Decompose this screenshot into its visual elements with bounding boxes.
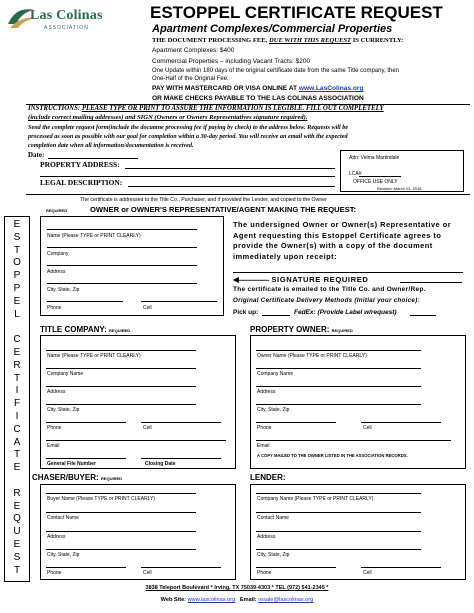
owner-copy-note: A COPY MAILED TO THE OWNER LISTED IN THE ASSOCIATION RECORDS. xyxy=(257,453,408,458)
side-title-letter: Q xyxy=(13,513,21,525)
title-phone-field[interactable] xyxy=(46,422,126,423)
owner-phone-label: Phone xyxy=(257,425,272,431)
side-title-letter xyxy=(7,475,27,488)
instructions-line-4: processed as soon as possible with our goal for completion within a 30-day period. You will receive an email with the expected xyxy=(28,133,348,140)
side-title-letter: P xyxy=(13,282,21,294)
buyer-contact-label: Contact Name xyxy=(47,515,79,521)
lender-name-label: Company Name (Please TYPE or PRINT CLEARLY) xyxy=(257,496,374,502)
title-cell-label: Cell xyxy=(143,425,152,431)
office-use-box xyxy=(340,150,464,192)
side-title-letter: S xyxy=(13,231,21,243)
office-use-only: OFFICE USE ONLY xyxy=(353,179,398,185)
owner-rep-city-label: City, State, Zip xyxy=(47,287,80,293)
title-address-label: Address xyxy=(47,389,66,395)
instructions-line-5: completion date when all information/documentation is received. xyxy=(28,142,194,149)
title-name-field[interactable] xyxy=(46,350,196,351)
buyer-city-label: City, State, Zip xyxy=(47,552,80,558)
owner-email-label: Email xyxy=(257,443,270,449)
office-lca: LCA# xyxy=(349,171,362,177)
divider xyxy=(26,194,470,195)
buyer-contact-field[interactable] xyxy=(46,512,196,513)
side-title-letter: T xyxy=(13,449,21,461)
property-owner-box xyxy=(250,335,466,469)
title-company-label: Company Name xyxy=(47,371,84,377)
title-city-label: City, State, Zip xyxy=(47,407,80,413)
side-title-letter: R xyxy=(13,487,21,499)
revised-date: Revised: March 13, 2018 xyxy=(377,186,422,191)
title-city-field[interactable] xyxy=(46,404,196,405)
side-title-letter: S xyxy=(13,551,21,563)
side-title-letter: I xyxy=(15,410,19,422)
owner-address-label: Address xyxy=(257,389,276,395)
owner-name-label: Owner Name (Please TYPE or PRINT CLEARLY) xyxy=(257,353,367,359)
side-title-letter: U xyxy=(13,526,21,538)
owner-cell-field[interactable] xyxy=(361,422,441,423)
page-title: ESTOPPEL CERTIFICATE REQUEST xyxy=(150,3,443,22)
signature-required: ◀⎯⎯⎯⎯⎯⎯⎯⎯ SIGNATURE REQUIRED xyxy=(233,275,369,284)
side-title-letter: E xyxy=(13,500,21,512)
legal-description-label: LEGAL DESCRIPTION: xyxy=(40,178,123,187)
owner-rep-city-field[interactable] xyxy=(47,283,197,284)
title-address-field[interactable] xyxy=(46,386,196,387)
owner-email-field[interactable] xyxy=(256,440,451,441)
lender-contact-field[interactable] xyxy=(256,512,421,513)
owner-city-field[interactable] xyxy=(256,404,421,405)
pay-online-line: PAY WITH MASTERCARD OR VISA ONLINE AT www.LasColinas.org xyxy=(152,85,364,92)
commercial-fee: Commercial Properties – including Vacant Tracts: $200 xyxy=(152,58,311,65)
side-title-letter: C xyxy=(13,334,21,346)
owner-company-field[interactable] xyxy=(256,368,421,369)
owner-company-label: Company Name xyxy=(257,371,294,377)
property-address-label: PROPERTY ADDRESS: xyxy=(40,160,120,169)
email-link[interactable]: resale@lascolinas.org xyxy=(258,597,314,603)
property-address-field-2[interactable] xyxy=(40,176,335,177)
owner-rep-box xyxy=(40,216,224,316)
update-line-1: One Update within 180 days of the original certificate date from the same Title company, then xyxy=(152,68,400,74)
owner-rep-title: OWNER or OWNER'S REPRESENTATIVE/AGENT MAKING THE REQUEST: xyxy=(90,205,357,214)
title-company-title: TITLE COMPANY: REQUIRED xyxy=(40,325,131,334)
side-title-letter: R xyxy=(13,359,21,371)
office-attn: Attn: Velma Martindale xyxy=(349,155,400,161)
owner-rep-name-label: Name (Please TYPE or PRINT CLEARLY) xyxy=(47,233,141,239)
lender-address-field[interactable] xyxy=(256,531,421,532)
buyer-address-field[interactable] xyxy=(46,531,196,532)
title-closing-field[interactable] xyxy=(141,458,221,459)
title-phone-label: Phone xyxy=(47,425,62,431)
lender-cell-label: Cell xyxy=(363,570,372,576)
side-title-letter: T xyxy=(13,564,21,576)
website-link[interactable]: www.lascolinas.org xyxy=(187,597,236,603)
lender-cell-field[interactable] xyxy=(361,567,441,568)
property-address-field[interactable] xyxy=(125,168,335,169)
side-title xyxy=(7,219,27,577)
owner-rep-address-field[interactable] xyxy=(47,265,197,266)
owner-rep-phone-label: Phone xyxy=(47,305,62,311)
owner-rep-address-label: Address xyxy=(47,269,66,275)
delivery-line: Original Certificate Delivery Methods (Initial your choice): xyxy=(233,297,420,304)
owner-cell-label: Cell xyxy=(363,425,372,431)
side-title-letter: E xyxy=(13,538,21,550)
side-title-letter: C xyxy=(13,423,21,435)
buyer-name-label: Buyer Name (Please TYPE or PRINT CLEARLY) xyxy=(47,496,156,502)
signature-underline xyxy=(400,282,462,283)
side-title-letter: I xyxy=(15,385,19,397)
owner-statement: The undersigned Owner or Owner(s) Representative or Agent requesting this Estoppel Certificate agrees to provide the Owner(s) with a copy of the document immediately upon receipt: xyxy=(233,220,452,261)
side-title-letter: L xyxy=(14,308,20,320)
owner-rep-cell-field[interactable] xyxy=(141,301,217,302)
lca-field[interactable] xyxy=(359,176,401,177)
side-title-letter: A xyxy=(13,436,21,448)
instructions-line-1: INSTRUCTIONS: PLEASE TYPE OR PRINT TO ASSURE THE INFORMATION IS LEGIBLE. FILL OUT COMPLETELY xyxy=(28,105,384,112)
purchaser-box xyxy=(40,484,236,580)
buyer-city-field[interactable] xyxy=(46,549,196,550)
purchaser-title: CHASER/BUYER: REQUIRED xyxy=(32,473,123,482)
side-title-letter: E xyxy=(13,346,21,358)
lender-phone-field[interactable] xyxy=(256,567,336,568)
owner-rep-cell-label: Cell xyxy=(143,305,152,311)
owner-phone-field[interactable] xyxy=(256,422,336,423)
fedex-label: FedEx: (Provide Label w/request) xyxy=(294,309,397,316)
side-title-letter: T xyxy=(13,244,21,256)
owner-rep-company-label: Company xyxy=(47,251,69,257)
page-subtitle: Apartment Complexes/Commercial Properties xyxy=(152,23,393,35)
buyer-phone-field[interactable] xyxy=(46,567,126,568)
logo-subtitle: ASSOCIATION xyxy=(44,25,89,31)
instructions-line-3: Send the complete request form(include the documne processing fee if paying by check) to the address below. Requests will be xyxy=(28,124,349,131)
owner-rep-name-field[interactable] xyxy=(47,229,197,230)
title-name-label: Name (Please TYPE or PRINT CLEARLY) xyxy=(47,353,141,359)
update-line-2: One-Half of the Original Fee. xyxy=(152,76,229,82)
footer-address: 3838 Teleport Boulevard * Irving, TX 75039-4303 * TEL (972) 541-2345 * xyxy=(145,585,329,591)
fedex-field[interactable] xyxy=(410,315,436,316)
lender-phone-label: Phone xyxy=(257,570,272,576)
side-title-letter: O xyxy=(13,257,21,269)
pickup-label: Pick up: xyxy=(233,309,259,316)
buyer-cell-field[interactable] xyxy=(141,567,221,568)
owner-address-field[interactable] xyxy=(256,386,421,387)
legal-description-field[interactable] xyxy=(128,186,335,187)
owner-rep-phone-field[interactable] xyxy=(47,301,123,302)
title-email-field[interactable] xyxy=(46,440,226,441)
buyer-address-label: Address xyxy=(47,534,66,540)
side-title-letter: T xyxy=(13,372,21,384)
title-cell-field[interactable] xyxy=(141,422,221,423)
date-label: Date: xyxy=(28,151,45,159)
buyer-name-field[interactable] xyxy=(46,493,196,494)
checks-line: OR MAKE CHECKS PAYABLE TO THE LAS COLINAS ASSOCIATION xyxy=(152,95,364,102)
title-closing-label: Closing Date xyxy=(145,461,176,467)
title-company-box xyxy=(40,335,236,469)
title-gf-field[interactable] xyxy=(46,458,126,459)
addressed-note: The certificate is addressed to the Title Co., Purchaser, and if provided the Lender, and copied to the Owner xyxy=(80,197,327,203)
lender-box xyxy=(250,484,466,580)
buyer-cell-label: Cell xyxy=(143,570,152,576)
pickup-field[interactable] xyxy=(262,315,290,316)
side-title-letter: E xyxy=(13,462,21,474)
lender-city-label: City, State, Zip xyxy=(257,552,290,558)
side-title-letter: E xyxy=(13,295,21,307)
side-title-letter: P xyxy=(13,270,21,282)
side-title-letter xyxy=(7,321,27,334)
owner-name-field[interactable] xyxy=(256,350,421,351)
required-label: REQUIRED xyxy=(46,208,68,213)
lender-name-field[interactable] xyxy=(256,493,421,494)
title-gf-label: General File Number xyxy=(47,461,96,467)
property-owner-title: PROPERTY OWNER: REQUIRED xyxy=(250,325,353,334)
fee-heading: THE DOCUMENT PROCESSING FEE, DUE WITH THIS REQUEST IS CURRENTLY: xyxy=(152,37,404,44)
title-email-label: Email xyxy=(47,443,60,449)
logo-name: Las Colinas xyxy=(30,8,103,23)
footer-contact: Web Site: www.lascolinas.org Email: resale@lascolinas.org xyxy=(160,597,314,603)
owner-city-label: City, State, Zip xyxy=(257,407,290,413)
title-company-field[interactable] xyxy=(46,368,196,369)
lender-city-field[interactable] xyxy=(256,549,421,550)
lender-address-label: Address xyxy=(257,534,276,540)
owner-rep-company-field[interactable] xyxy=(47,247,197,248)
side-title-letter: F xyxy=(13,398,21,410)
date-field[interactable] xyxy=(48,158,138,159)
lender-title: LENDER: xyxy=(250,473,286,482)
signature-field[interactable] xyxy=(233,272,463,273)
buyer-phone-label: Phone xyxy=(47,570,62,576)
instructions-line-2: (include correct mailing addresses) and SIGN (Owners or Owners Representatives signature required). xyxy=(28,114,308,121)
pay-link[interactable]: www.LasColinas.org xyxy=(298,85,364,92)
emailed-line: The certificate is emailed to the Title Co. and Owner/Rep. xyxy=(233,286,426,293)
apartment-fee: Apartment Complexes: $400 xyxy=(152,47,235,54)
side-title-letter: E xyxy=(13,219,21,230)
lender-contact-label: Contact Name xyxy=(257,515,289,521)
